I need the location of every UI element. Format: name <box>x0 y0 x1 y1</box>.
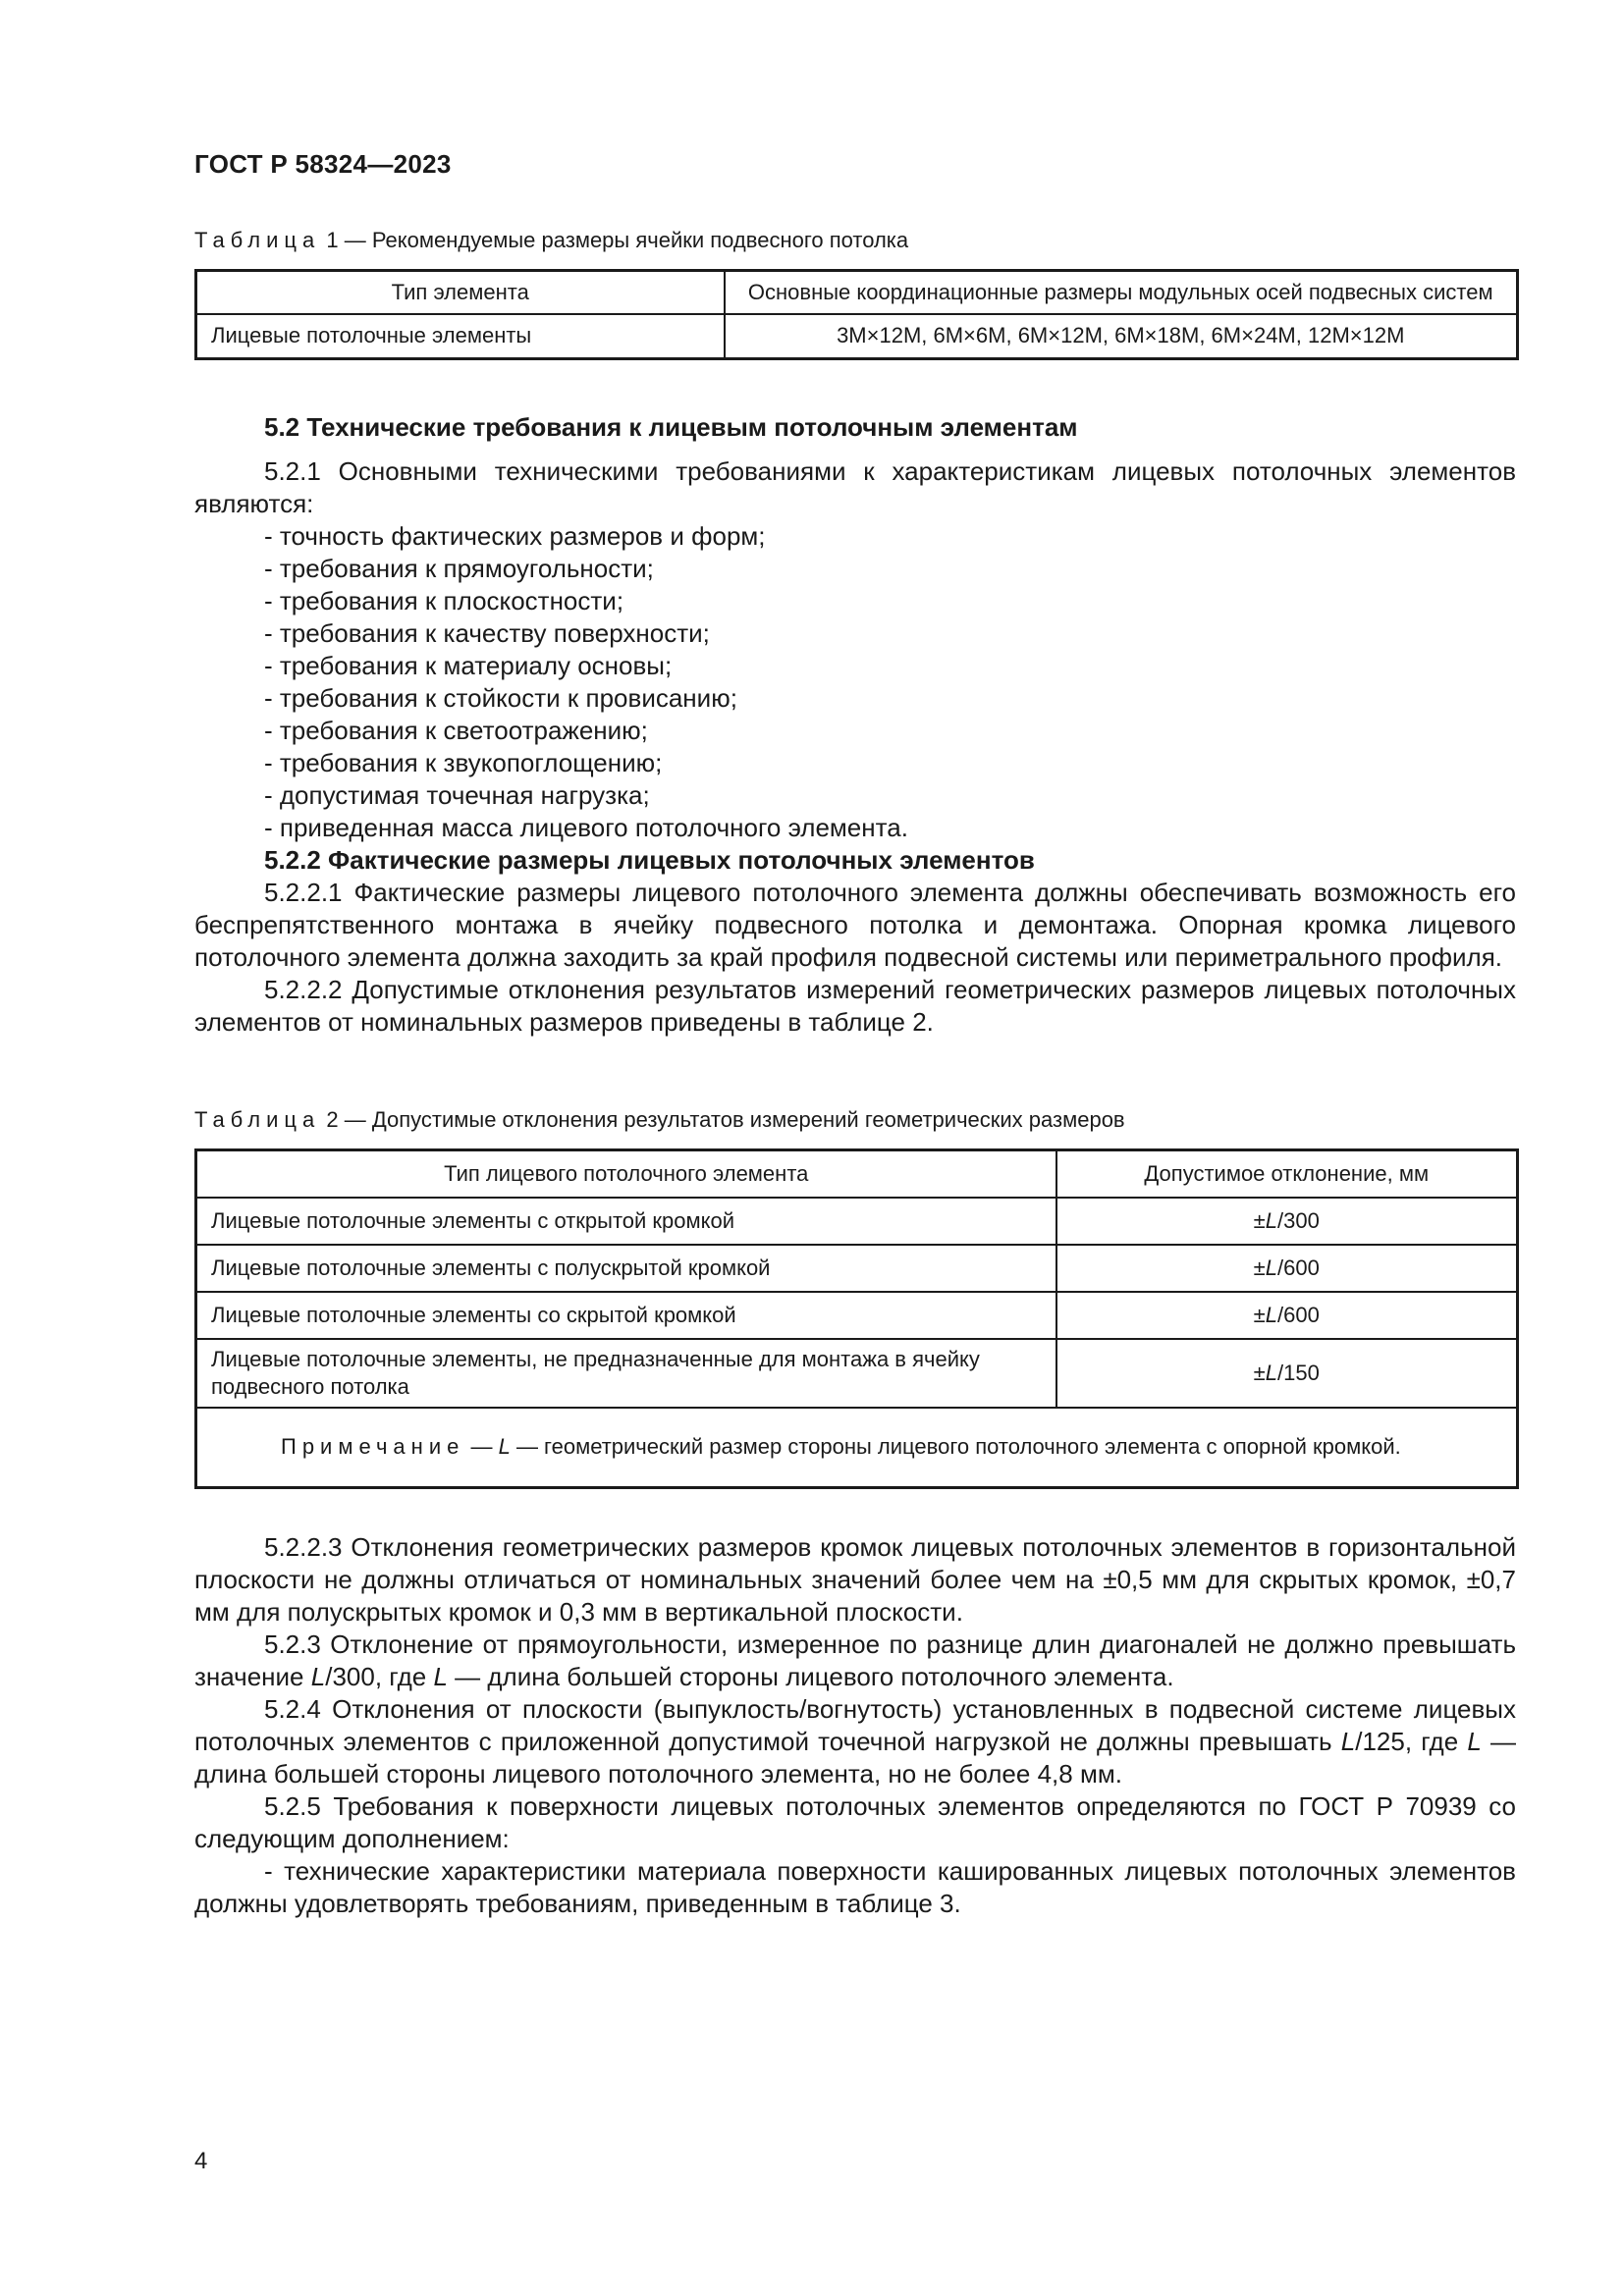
p524-text-c: — длина большей стороны лицевого потолочного элемента, но не более 4,8 мм. <box>194 1727 1516 1789</box>
table2-col2-header: Допустимое отклонение, мм <box>1056 1150 1518 1198</box>
note-word: Примечание <box>281 1434 465 1460</box>
list-item: - точность фактических размеров и форм; <box>264 521 766 551</box>
plus-minus-sign: ± <box>1253 1255 1266 1280</box>
table2-cell-tolerance <box>1056 1198 1518 1245</box>
table2-note <box>196 1408 1518 1488</box>
note-dash: — <box>464 1434 499 1460</box>
note-text: — геометрический размер стороны лицевого потолочного элемента с опорной кромкой. <box>510 1434 1401 1460</box>
table-row <box>196 1339 1518 1408</box>
table-row <box>196 1245 1518 1292</box>
requirements-list <box>194 520 1516 844</box>
note-symbol-l: L <box>498 1434 511 1460</box>
list-item: - требования к звукопоглощению; <box>264 748 663 777</box>
paragraph-5-2-1: 5.2.1 Основными техническими требованиями к характеристикам лицевых потолочных элементов являются: <box>194 456 1516 518</box>
section-continued <box>194 1531 1516 1920</box>
table1-cell-sizes: 3М×12М, 6М×6М, 6М×12М, 6М×18М, 6М×24М, 12М×12М <box>725 314 1518 359</box>
p523-symbol-l: L <box>310 1662 326 1691</box>
list-item: - требования к стойкости к провисанию; <box>264 683 737 713</box>
table2-caption <box>194 1107 1125 1133</box>
table-row <box>196 1292 1518 1339</box>
table2-cell-tolerance <box>1056 1292 1518 1339</box>
table2-caption-text: 2 — Допустимые отклонения результатов измерений геометрических размеров <box>320 1107 1125 1132</box>
symbol-l: L <box>1265 1255 1277 1280</box>
p524-text-a: 5.2.4 Отклонения от плоскости (выпуклость/вогнутость) установленных в подвесной системе лицевых потолочных элементов с приложенной допустимой точечной нагрузкой не должны превышать <box>194 1694 1516 1756</box>
section-5-2-heading: 5.2 Технические требования к лицевым потолочным элементам <box>264 412 1078 442</box>
p523-text-a: 5.2.3 Отклонение от прямоугольности, измеренное по разнице длин диагоналей не должно превышать значение <box>194 1629 1516 1691</box>
table-row <box>196 314 1518 359</box>
section-5-2 <box>194 411 1516 1039</box>
plus-minus-sign: ± <box>1253 1207 1266 1233</box>
table1-cell-type: Лицевые потолочные элементы <box>196 314 725 359</box>
tolerance-denominator: /300 <box>1277 1207 1320 1233</box>
table1-caption-word: Таблица <box>194 228 321 252</box>
p524-symbol-l2: L <box>1467 1727 1482 1756</box>
table1-caption <box>194 228 908 253</box>
paragraph-5-2-2-1: 5.2.2.1 Фактические размеры лицевого потолочного элемента должны обеспечивать возможность его беспрепятственного монтажа в ячейку подвесного потолка и демонтажа. Опорная кромка лицевого потолочного элемента должна заходить за край профиля подвесной системы или периметрального профиля. <box>194 878 1516 972</box>
paragraph-5-2-4 <box>194 1693 1516 1790</box>
paragraph-5-2-5-item: - технические характеристики материала поверхности кашированных лицевых потолочных элементов должны удовлетворять требованиям, приведенным в таблице 3. <box>194 1856 1516 1918</box>
p524-text-b: /125, где <box>1355 1727 1468 1756</box>
p523-text-c: — длина большей стороны лицевого потолочного элемента. <box>447 1662 1174 1691</box>
paragraph-5-2-2-2: 5.2.2.2 Допустимые отклонения результатов измерений геометрических размеров лицевых потолочных элементов от номинальных размеров приведены в таблице 2. <box>194 975 1516 1037</box>
p523-symbol-l2: L <box>433 1662 448 1691</box>
plus-minus-sign: ± <box>1253 1360 1266 1385</box>
list-item: - приведенная масса лицевого потолочного элемента. <box>264 813 908 842</box>
paragraph-5-2-3 <box>194 1629 1516 1693</box>
section-5-2-2-heading: 5.2.2 Фактические размеры лицевых потолочных элементов <box>264 845 1035 875</box>
table1-col1-header: Тип элемента <box>196 271 725 314</box>
table2-cell-tolerance <box>1056 1339 1518 1408</box>
paragraph-5-2-2-3: 5.2.2.3 Отклонения геометрических размеров кромок лицевых потолочных элементов в горизонтальной плоскости не должны отличаться от номинальных значений более чем на ±0,5 мм для скрытых кромок, ±0,7 мм для полускрытых кромок и 0,3 мм в вертикальной плоскости. <box>194 1532 1516 1627</box>
paragraph-5-2-5: 5.2.5 Требования к поверхности лицевых потолочных элементов определяются по ГОСТ Р 70939 со следующим дополнением: <box>194 1791 1516 1853</box>
table2-col1-header: Тип лицевого потолочного элемента <box>196 1150 1056 1198</box>
table-row <box>196 1198 1518 1245</box>
symbol-l: L <box>1265 1360 1277 1385</box>
table1-header-row <box>196 271 1518 314</box>
table2-cell-tolerance <box>1056 1245 1518 1292</box>
tolerance-denominator: /600 <box>1277 1302 1320 1327</box>
p524-symbol-l: L <box>1340 1727 1356 1756</box>
table2-header-row <box>196 1150 1518 1198</box>
table2-note-row <box>196 1408 1518 1488</box>
symbol-l: L <box>1265 1207 1277 1233</box>
table2-cell-type: Лицевые потолочные элементы со скрытой кромкой <box>196 1292 1056 1339</box>
table2-cell-type: Лицевые потолочные элементы с полускрытой кромкой <box>196 1245 1056 1292</box>
plus-minus-sign: ± <box>1253 1302 1266 1327</box>
table1 <box>194 269 1519 360</box>
list-item: - требования к светоотражению; <box>264 716 648 745</box>
list-item: - требования к прямоугольности; <box>264 554 654 583</box>
list-item: - требования к плоскостности; <box>264 586 624 615</box>
tolerance-denominator: /600 <box>1277 1255 1320 1280</box>
symbol-l: L <box>1265 1302 1277 1327</box>
table2 <box>194 1148 1519 1489</box>
list-item: - требования к материалу основы; <box>264 651 673 680</box>
table1-col2-header: Основные координационные размеры модульных осей подвесных систем <box>725 271 1518 314</box>
table2-cell-type: Лицевые потолочные элементы, не предназначенные для монтажа в ячейку подвесного потолка <box>196 1339 1056 1408</box>
table2-cell-type: Лицевые потолочные элементы с открытой кромкой <box>196 1198 1056 1245</box>
tolerance-denominator: /150 <box>1277 1360 1320 1385</box>
table1-caption-text: 1 — Рекомендуемые размеры ячейки подвесного потолка <box>320 228 909 252</box>
table2-caption-word: Таблица <box>194 1107 321 1132</box>
list-item: - требования к качеству поверхности; <box>264 618 710 648</box>
list-item: - допустимая точечная нагрузка; <box>264 780 650 810</box>
document-header: ГОСТ Р 58324—2023 <box>194 149 452 179</box>
p523-text-b: /300, где <box>325 1662 434 1691</box>
page-number: 4 <box>194 2148 208 2174</box>
